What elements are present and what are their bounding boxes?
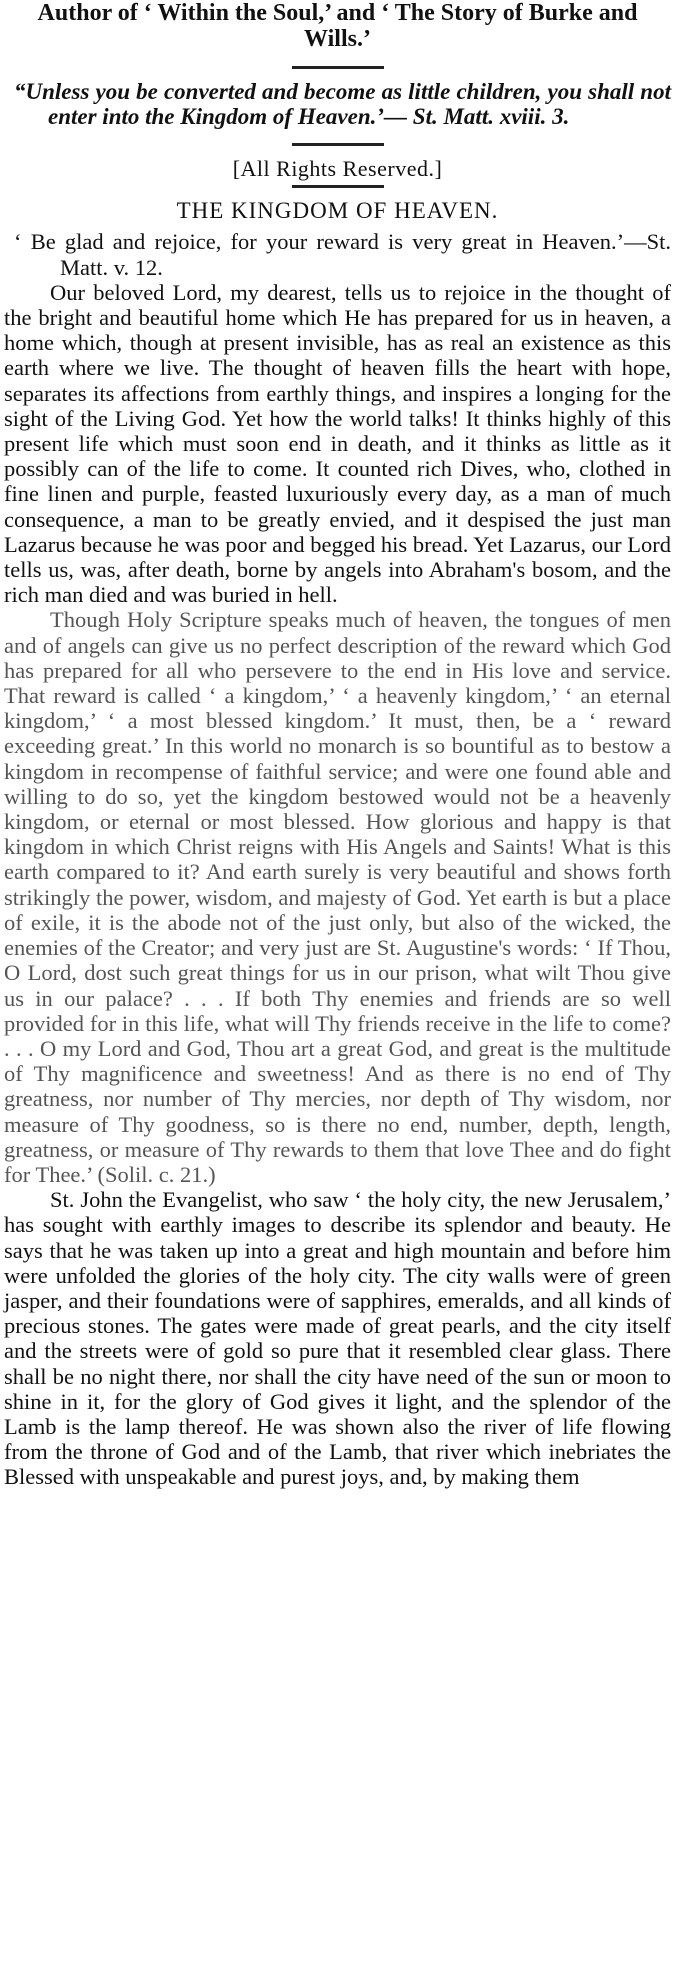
body-paragraph: St. John the Evangelist, who saw ‘ the holy city, the new Jerusalem,’ has sought with earthly images to describe its splendor and beauty. He says that he was taken up into a great and high mountain and before him were unfolded the glories of the holy city. The city walls were of green jasper, and their foundations were of sapphires, emeralds, and all kinds of precious stones. The gates were made of great pearls, and the city itself and the streets were of gold so pure that it resembled clear glass. There shall be no night there, nor shall the city have need of the sun or moon to shine in it, for the glory of God gives it light, and the splendor of the Lamb is the lamp thereof. He was shown also the river of life flowing from the throne of God and of the Lamb, that river which inebriates the Blessed with unspeakable and purest joys, and, by making them [4,1187,671,1490]
scripture-verse: ‘ Be glad and rejoice, for your reward is very great in Heaven.’—St. Matt. v. 12. [14,229,671,280]
body-paragraph: Our beloved Lord, my dearest, tells us to rejoice in the thought of the bright and beautiful home which He has prepared for us in heaven, a home which, though at present invisible, has as real an existence as this earth where we live. The thought of heaven fills the heart with hope, separates its affections from earthly things, and inspires a longing for the sight of the Living God. Yet how the world talks! It thinks highly of this present life which must soon end in death, and it thinks as little as it possibly can of the life to come. It counted rich Dives, who, clothed in fine linen and purple, feasted luxuriously every day, as a man of much consequence, a man to be greatly envied, and it despised the just man Lazarus because he was poor and begged his bread. Yet Lazarus, our Lord tells us, was, after death, borne by angels into Abraham's bosom, and the rich man died and was buried in hell. [4,279,671,608]
divider-rule [292,185,384,188]
divider-rule [292,66,384,69]
epigraph-quote: “Unless you be converted and become as little children, you shall not enter into the Kingdom of Heaven.’— St. Matt. xviii. 3. [14,79,671,129]
divider-rule [292,143,384,146]
article-title: THE KINGDOM OF HEAVEN. [176,198,499,224]
body-paragraph: Though Holy Scripture speaks much of heaven, the tongues of men and of angels can give us no perfect description of the reward which God has prepared for all who persevere to the end in His love and service. That reward is called ‘ a kingdom,’ ‘ a heavenly kingdom,’ ‘ an eternal kingdom,’ ‘ a most blessed kingdom.’ It must, then, be a ‘ reward exceeding great.’ In this world no monarch is so bountiful as to bestow a kingdom in recompense of faithful service; and were one found able and willing to do so, yet the kingdom bestowed would not be a heavenly kingdom, or eternal or most blessed. How glorious and happy is that kingdom in which Christ reigns with His Angels and Saints! What is this earth compared to it? And earth surely is very beautiful and shows forth strikingly the power, wisdom, and majesty of God. Yet earth is but a place of exile, it is the abode not of the just only, but also of the wicked, the enemies of the Creator; and very just are St. Augustine's words: ‘ If Thou, O Lord, dost such great things for us in our prison, what wilt Thou give us in our palace? . . . If both Thy enemies and friends are so well provided for in this life, what will Thy friends receive in the life to come? . . . O my Lord and God, Thou art a great God, and great is the multitude of Thy magnificence and sweetness! And as there is no end of Thy greatness, nor number of Thy mercies, nor depth of Thy wisdom, nor measure of Thy goodness, so is there no end, number, depth, length, greatness, or measure of Thy rewards to them that love Thee and do fight for Thee.’ (Solil. c. 21.) [4,607,671,1187]
author-line: Author of ‘ Within the Soul,’ and ‘ The Story of Burke and Wills.’ [37,0,638,52]
rights-notice: [All Rights Reserved.] [232,156,443,181]
